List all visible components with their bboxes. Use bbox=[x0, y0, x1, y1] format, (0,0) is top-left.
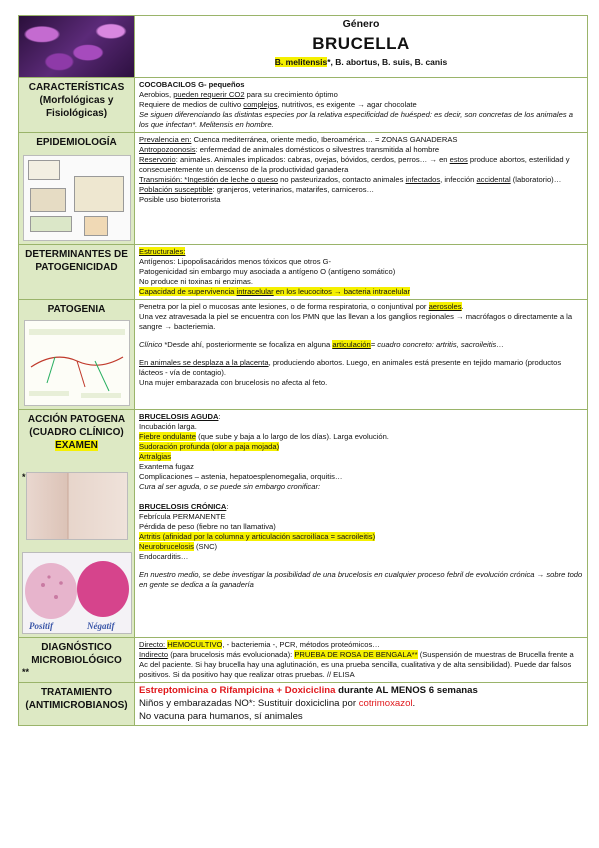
diag-underlined: Directo: bbox=[139, 640, 168, 650]
brucella-table bbox=[18, 15, 588, 726]
document-page bbox=[18, 15, 588, 726]
epi-underlined: Antropozoonosis bbox=[139, 145, 196, 155]
epi-text: : animales. Animales implicados: cabras, ovejas, bóvidos, cerdos, perros… → en bbox=[175, 155, 450, 165]
pat-line-4 bbox=[139, 358, 583, 378]
content-diagnostico bbox=[135, 638, 588, 683]
row-accion bbox=[19, 410, 588, 638]
pat-italic: Clínico bbox=[139, 340, 163, 350]
pat-highlight: aerosoles bbox=[428, 302, 462, 312]
aguda-2 bbox=[139, 432, 583, 442]
row-patogenia bbox=[19, 300, 588, 410]
row-diagnostico bbox=[19, 638, 588, 683]
aguda-5: Exantema fugaz bbox=[139, 462, 194, 472]
diag-text: (Suspensión de muestras de Brucella frente a Ac del paciente. Si hay brucella hay una aglutinación, es una prueba sencilla, cualitativa y de alta sensibilidad). Puede dar falsos positivos. Si da positivo hay que realizar otras pruebas. // ELISA bbox=[139, 650, 574, 680]
pat-italic: = cuadro concreto: artritis, sacroileitis… bbox=[370, 340, 504, 350]
label-cell-patogenia bbox=[19, 300, 135, 410]
rose-bengal-svg bbox=[23, 553, 131, 633]
diag-line-2 bbox=[139, 650, 583, 680]
caract-underlined: complejos bbox=[243, 100, 278, 110]
diag-line-1 bbox=[139, 640, 583, 650]
caract-line-2 bbox=[139, 90, 583, 100]
pat-line-5: Una mujer embarazada con brucelosis no afecta al feto. bbox=[139, 378, 328, 388]
trat-line-2 bbox=[139, 698, 583, 711]
skin-rash-photo bbox=[26, 472, 128, 540]
aguda-1: Incubación larga. bbox=[139, 422, 197, 432]
row-tratamiento bbox=[19, 683, 588, 726]
epi-underlined: Prevalencia en: bbox=[139, 135, 192, 145]
header-image-cell bbox=[19, 16, 135, 78]
epi-line-2 bbox=[139, 145, 583, 155]
epi-text: (laboratorio)… bbox=[510, 175, 562, 185]
species-main: B. melitensis bbox=[274, 57, 328, 68]
row-determinantes bbox=[19, 245, 588, 300]
label-cell-accion bbox=[19, 410, 135, 638]
aguda-7: Cura al ser aguda, o se puede sin embargo cronificar: bbox=[139, 482, 321, 492]
det-text: en los leucocitos → bacteria intracelular bbox=[273, 287, 411, 297]
caract-line-3 bbox=[139, 100, 583, 110]
species-line bbox=[139, 57, 583, 68]
label-diagnostico: DIAGNÓSTICO MICROBIOLÓGICO bbox=[31, 642, 122, 667]
epi-underlined: Población susceptible bbox=[139, 185, 213, 195]
epi-underlined: accidental bbox=[476, 175, 511, 185]
diag-text: , - bacteriemia -, PCR, métodos proteómicos… bbox=[222, 640, 380, 650]
diag-highlight: HEMOCULTIVO bbox=[167, 640, 223, 650]
aguda-highlight: Fiebre ondulante bbox=[139, 432, 196, 442]
det-underlined: intracelular bbox=[236, 287, 274, 297]
trat-bold: durante AL MENOS 6 semanas bbox=[335, 685, 478, 697]
caract-line-1: COCOBACILOS G- pequeños bbox=[139, 80, 245, 89]
diag-text: (para brucelosis más evolucionada): bbox=[168, 650, 295, 660]
epi-line-5 bbox=[139, 185, 583, 195]
pat-line-2: Una vez atravesada la piel se encuentra con los PMN que las llevan a los ganglios regionales → macrófagos o directamente a la sangre → bacteriemia. bbox=[139, 312, 573, 332]
caract-text: Requiere de medios de cultivo bbox=[139, 100, 244, 110]
caract-text: para su crecimiento óptimo bbox=[244, 90, 338, 100]
epi-text: no pasteurizados, contacto animales bbox=[278, 175, 406, 185]
header-row bbox=[19, 16, 588, 78]
label-positif: Positif bbox=[29, 621, 53, 632]
epi-text: , infección bbox=[440, 175, 477, 185]
cronica-5: Endocarditis… bbox=[139, 552, 189, 562]
content-caracteristicas bbox=[135, 78, 588, 133]
pat-line-1 bbox=[139, 302, 583, 312]
det-line-2: Antígenos: Lipopolisacáridos menos tóxicos que otros G- bbox=[139, 257, 332, 267]
epidemiology-illustration bbox=[23, 155, 131, 241]
label-negatif: Négatif bbox=[87, 621, 115, 632]
pat-text: . bbox=[461, 302, 464, 312]
caract-underlined: pueden requerir CO2 bbox=[173, 90, 245, 100]
det-structural-heading: Estructurales: bbox=[139, 247, 186, 257]
epi-underlined: Transmisión: *Ingestión de leche o queso bbox=[139, 175, 279, 185]
page-title: BRUCELLA bbox=[312, 33, 410, 53]
pat-highlight: articulación bbox=[332, 340, 371, 350]
label-examen: EXAMEN bbox=[55, 440, 98, 452]
label-determinantes: DETERMINANTES DE PATOGENICIDAD bbox=[19, 245, 135, 300]
content-tratamiento bbox=[135, 683, 588, 726]
aguda-colon: : bbox=[218, 412, 221, 422]
trat-red: Estreptomicina o Rifampicina + Doxiciclina bbox=[139, 685, 336, 697]
pat-text: , produciendo abortos. Luego, en animales está presente en tejido mamario (productos lácteos - vía de contagio). bbox=[139, 358, 562, 378]
det-line-5 bbox=[139, 287, 410, 296]
content-patogenia bbox=[135, 300, 588, 410]
epi-line-3 bbox=[139, 155, 583, 175]
cronica-highlight: Artritis (afinidad por la columna y articulación sacroilíaca = sacroileitis) bbox=[139, 532, 376, 542]
epi-underlined: Reservorio bbox=[139, 155, 176, 165]
genus-label: Género bbox=[342, 18, 380, 30]
cronica-6: En nuestro medio, se debe investigar la posibilidad de una brucelosis en cualquier proceso febril de evolución crónica → sobre todo en gente se dedica a la ganadería bbox=[139, 570, 583, 590]
diagnostico-stars: ** bbox=[22, 667, 30, 678]
trat-text: Niños y embarazadas NO*: Sustituir doxiciclina por bbox=[139, 698, 359, 710]
caract-text: Aerobios, bbox=[139, 90, 174, 100]
pat-underlined: En animales se desplaza a la placenta bbox=[139, 358, 269, 368]
rose-bengal-test-photo bbox=[22, 552, 132, 634]
det-line-3: Patogenicidad sin embargo muy asociada a antígeno O (antígeno somático) bbox=[139, 267, 396, 277]
cronica-highlight: Neurobrucelosis bbox=[139, 542, 194, 552]
aguda-4 bbox=[139, 452, 583, 462]
aguda-6: Complicaciones – astenia, hepatoesplenomegalia, orquitis… bbox=[139, 472, 343, 482]
epi-text: : enfermedad de animales domésticos o silvestres transmitida al hombre bbox=[195, 145, 440, 155]
trat-line-3: No vacuna para humanos, sí animales bbox=[139, 710, 303, 722]
diag-underlined: Indirecto bbox=[139, 650, 169, 660]
label-cell-epidemiologia bbox=[19, 133, 135, 245]
cronica-heading: BRUCELOSIS CRÓNICA bbox=[139, 502, 227, 512]
det-line-1 bbox=[139, 247, 583, 257]
cronica-1: Febrícula PERMANENTE bbox=[139, 512, 226, 522]
trat-line-1 bbox=[139, 685, 583, 698]
aguda-highlight: Sudoración profunda (olor a paja mojada) bbox=[139, 442, 280, 452]
det-line-4: No produce ni toxinas ni enzimas. bbox=[139, 277, 253, 287]
cronica-2: Pérdida de peso (fiebre no tan llamativa) bbox=[139, 522, 276, 532]
cronica-3 bbox=[139, 532, 583, 542]
pat-line-3 bbox=[139, 340, 583, 350]
epi-line-1 bbox=[139, 135, 583, 145]
pat-text: *Desde ahí, posteriormente se focaliza en alguna bbox=[162, 340, 333, 350]
cronica-title bbox=[139, 502, 583, 512]
aguda-3 bbox=[139, 442, 583, 452]
trat-red: cotrimoxazol bbox=[358, 698, 413, 710]
label-epidemiologia: EPIDEMIOLOGÍA bbox=[36, 137, 117, 149]
epi-underlined: infectados bbox=[405, 175, 441, 185]
caract-text: , nutritivos, es exigente → agar chocolate bbox=[277, 100, 417, 110]
epi-line-6: Posible uso bioterrorista bbox=[139, 195, 221, 205]
accion-star: * bbox=[22, 472, 26, 483]
label-cell-diagnostico bbox=[19, 638, 135, 683]
epi-text: Cuenca mediterránea, oriente medio, Iberoamérica… = ZONAS GANADERAS bbox=[191, 135, 458, 145]
label-accion: ACCIÓN PATOGENA (CUADRO CLÍNICO) bbox=[27, 414, 126, 439]
epi-text: produce abortos, esterilidad y consecuentemente un descenso de la productividad ganadera bbox=[139, 155, 570, 175]
det-text: Capacidad de supervivencia bbox=[139, 287, 237, 297]
cronica-colon: : bbox=[226, 502, 229, 512]
epi-line-4 bbox=[139, 175, 583, 185]
pathogenesis-diagram bbox=[24, 320, 130, 406]
pathogenesis-diagram-svg bbox=[25, 321, 129, 405]
species-rest: *, B. abortus, B. suis, B. canis bbox=[327, 57, 448, 68]
content-determinantes bbox=[135, 245, 588, 300]
label-tratamiento: TRATAMIENTO (ANTIMICROBIANOS) bbox=[19, 683, 135, 726]
epi-underlined: estos bbox=[449, 155, 468, 165]
trat-text: . bbox=[412, 698, 416, 710]
cronica-text: (SNC) bbox=[193, 542, 218, 552]
aguda-text: (que sube y baja a lo largo de los días). Larga evolución. bbox=[196, 432, 389, 442]
diag-highlight: PRUEBA DE ROSA DE BENGALA** bbox=[294, 650, 418, 660]
row-epidemiologia bbox=[19, 133, 588, 245]
content-epidemiologia bbox=[135, 133, 588, 245]
cronica-4 bbox=[139, 542, 583, 552]
caract-line-4: Se siguen diferenciando las distintas especies por la relativa especificidad de huésped: es decir, son concretas de los animales a los que infectan*. Melitensis en hombre. bbox=[139, 110, 573, 130]
brucella-micrograph-image bbox=[19, 16, 134, 77]
label-caracteristicas: CARACTERÍSTICAS (Morfológicas y Fisiológicas) bbox=[19, 78, 135, 133]
content-accion bbox=[135, 410, 588, 638]
header-title-cell bbox=[135, 16, 588, 78]
aguda-highlight: Artralgias bbox=[139, 452, 172, 462]
pat-text: Penetra por la piel o mucosas ante lesiones, o de forma respiratoria, o conjuntival por bbox=[139, 302, 429, 312]
label-patogenia: PATOGENIA bbox=[47, 304, 106, 316]
aguda-heading: BRUCELOSIS AGUDA bbox=[139, 412, 219, 422]
aguda-title bbox=[139, 412, 583, 422]
row-caracteristicas bbox=[19, 78, 588, 133]
epi-text: : granjeros, veterinarios, matarifes, carniceros… bbox=[212, 185, 375, 195]
